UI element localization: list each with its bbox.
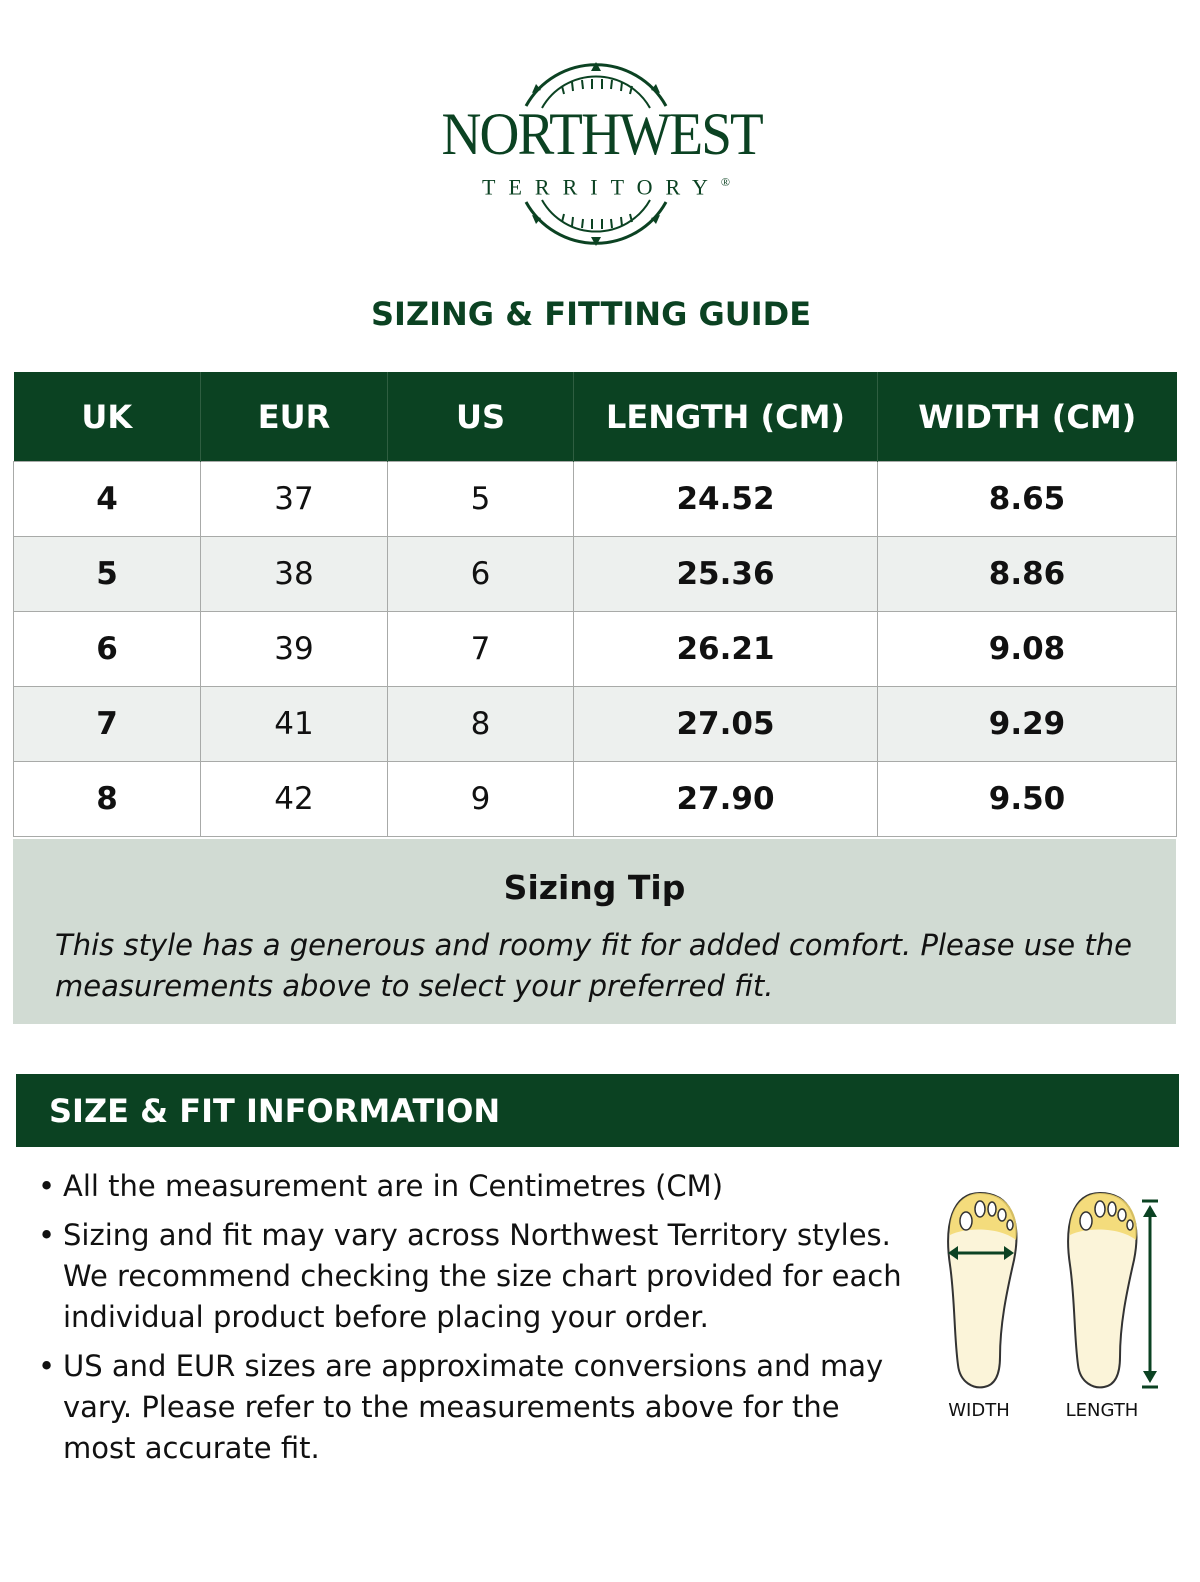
cell-us: 9	[388, 762, 574, 837]
table-row	[14, 612, 1177, 687]
column-header-width: WIDTH (CM)	[878, 372, 1177, 462]
brand-name: NORTHWEST	[441, 101, 762, 167]
cell-eur: 41	[201, 687, 388, 762]
list-item-text: Sizing and fit may vary across Northwest Territory styles. We recommend checking the size chart provided for each individual product before placing your order.	[63, 1218, 902, 1334]
bullet-icon: •	[38, 1169, 56, 1203]
cell-eur: 37	[201, 462, 388, 537]
cell-uk: 8	[14, 762, 201, 837]
list-item	[38, 1166, 918, 1207]
cell-length: 25.36	[574, 537, 878, 612]
cell-width: 8.86	[878, 537, 1177, 612]
cell-width: 8.65	[878, 462, 1177, 537]
cell-us: 7	[388, 612, 574, 687]
cell-eur: 38	[201, 537, 388, 612]
bullet-icon: •	[38, 1218, 56, 1252]
bullet-icon: •	[38, 1349, 56, 1383]
list-item-text: US and EUR sizes are approximate conversions and may vary. Please refer to the measurements above for the most accurate fit.	[63, 1349, 884, 1465]
table-row	[14, 762, 1177, 837]
cell-us: 8	[388, 687, 574, 762]
cell-width: 9.50	[878, 762, 1177, 837]
table-row	[14, 537, 1177, 612]
list-item-text: All the measurement are in Centimetres (CM)	[63, 1169, 724, 1203]
table-header-row	[14, 372, 1177, 462]
cell-length: 26.21	[574, 612, 878, 687]
width-label: WIDTH	[948, 1400, 1010, 1421]
cell-us: 6	[388, 537, 574, 612]
length-arrow-icon	[1142, 1201, 1158, 1387]
cell-us: 5	[388, 462, 574, 537]
brand-subtitle: TERRITORY®	[482, 174, 730, 200]
cell-uk: 6	[14, 612, 201, 687]
cell-width: 9.08	[878, 612, 1177, 687]
cell-uk: 4	[14, 462, 201, 537]
table-row	[14, 687, 1177, 762]
length-label: LENGTH	[1065, 1400, 1139, 1421]
brand-logo	[428, 62, 764, 246]
column-header-eur: EUR	[201, 372, 388, 462]
cell-eur: 42	[201, 762, 388, 837]
size-fit-info-title: SIZE & FIT INFORMATION	[49, 1092, 501, 1130]
column-header-uk: UK	[14, 372, 201, 462]
page-title: SIZING & FITTING GUIDE	[370, 295, 812, 333]
size-table	[13, 372, 1177, 837]
cell-length: 27.05	[574, 687, 878, 762]
sizing-tip-text: This style has a generous and roomy fit for added comfort. Please use the measurements above to select your preferred fit.	[55, 928, 1132, 1003]
cell-length: 24.52	[574, 462, 878, 537]
cell-length: 27.90	[574, 762, 878, 837]
list-item	[38, 1346, 918, 1469]
column-header-length: LENGTH (CM)	[574, 372, 878, 462]
cell-eur: 39	[201, 612, 388, 687]
cell-uk: 5	[14, 537, 201, 612]
list-item	[38, 1215, 918, 1338]
size-fit-info-list	[38, 1166, 918, 1477]
foot-measurement-diagram	[930, 1185, 1170, 1430]
column-header-us: US	[388, 372, 574, 462]
size-fit-info-header	[16, 1074, 1179, 1147]
cell-uk: 7	[14, 687, 201, 762]
foot-outline-icon	[930, 1185, 1170, 1395]
cell-width: 9.29	[878, 687, 1177, 762]
sizing-tip-box	[13, 839, 1176, 1024]
sizing-tip-title: Sizing Tip	[503, 868, 686, 907]
table-row	[14, 462, 1177, 537]
